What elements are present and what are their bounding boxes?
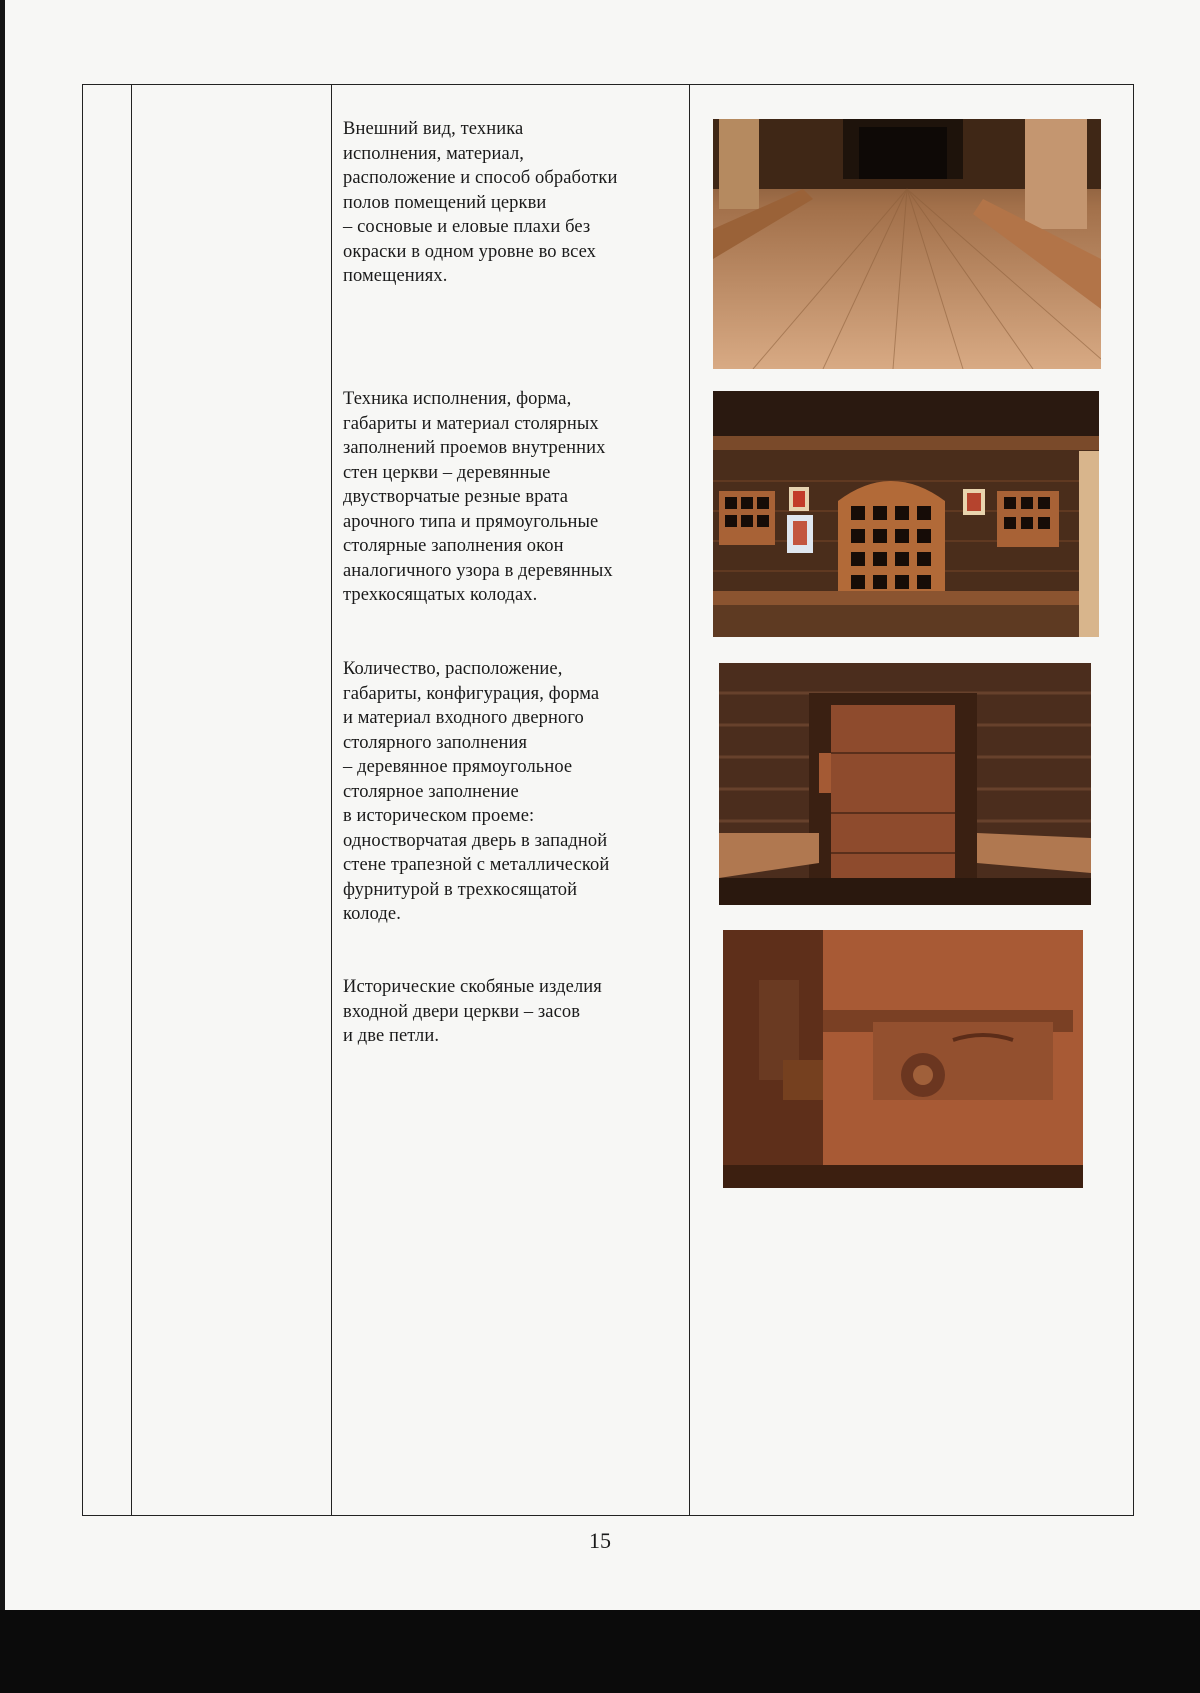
carved-gates-photo <box>713 391 1099 637</box>
entrance-door-photo <box>719 663 1091 905</box>
row-4-description: Исторические скобяные изделия входной двери церкви – засов и две петли. <box>343 977 602 1046</box>
table-column-divider <box>689 85 690 1515</box>
document-table <box>82 84 1134 1516</box>
scan-edge <box>0 0 5 1620</box>
page-number: 15 <box>589 1528 611 1553</box>
scan-edge <box>0 1610 1200 1693</box>
row-2-description: Техника исполнения, форма, габариты и материал столярных заполнений проемов внутренних стен церкви – деревянные двустворчатые резные врата арочного типа и прямоугольные столярные заполнения окон аналогичного узора в деревянных трехкосящатых колодах. <box>343 389 613 605</box>
door-hardware-photo <box>723 930 1083 1188</box>
table-column-divider <box>131 85 132 1515</box>
row-3-description: Количество, расположение, габариты, конфигурация, форма и материал входного дверного столярного заполнения – деревянное прямоугольное столярное заполнение в историческом проеме: одностворчатая дверь в западной стене трапезной с металлической фурнитурой в трехкосящатой колоде. <box>343 659 610 924</box>
wooden-floor-photo <box>713 119 1101 369</box>
table-column-divider <box>331 85 332 1515</box>
row-1-description: Внешний вид, техника исполнения, материал, расположение и способ обработки полов помещений церкви – сосновые и еловые плахи без окраски в одном уровне во всех помещениях. <box>343 119 618 286</box>
